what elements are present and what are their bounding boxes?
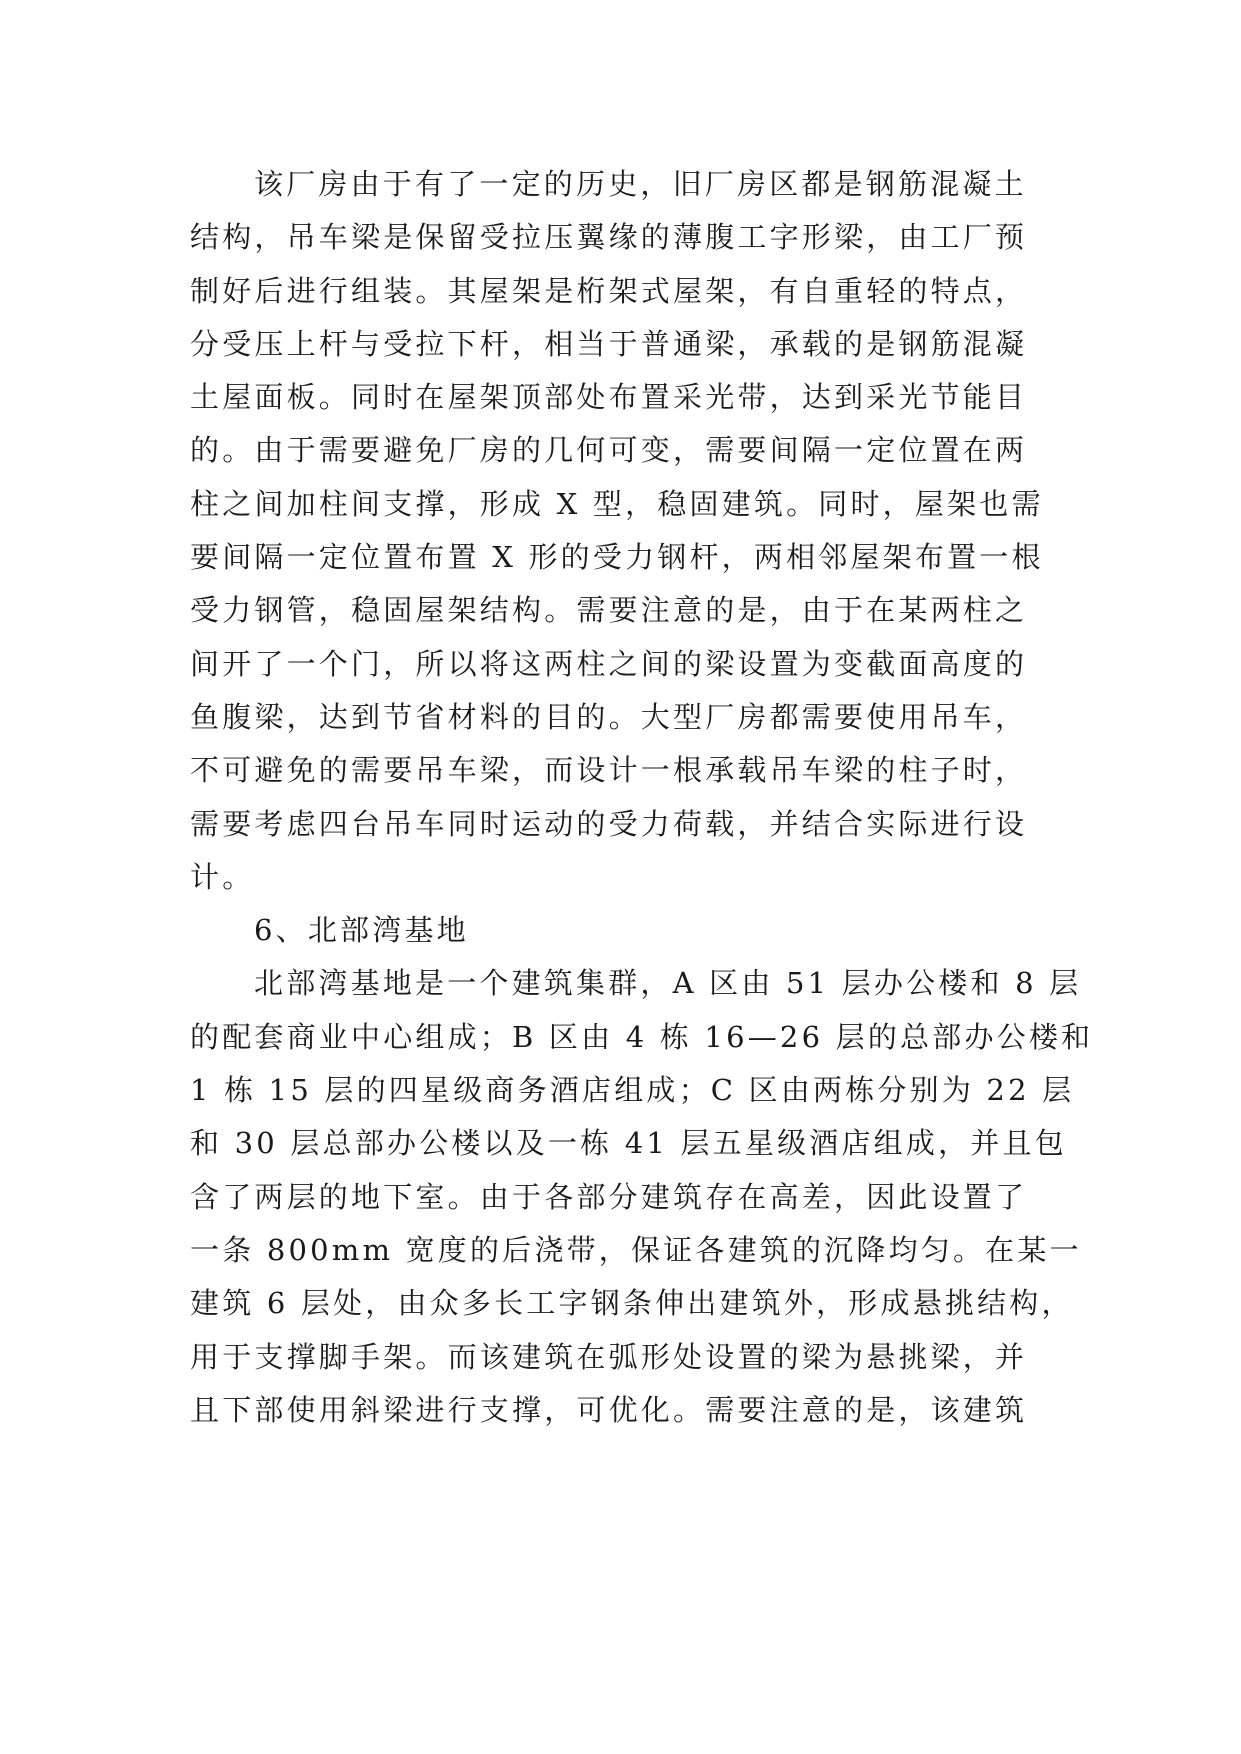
text-line: 受力钢管，稳固屋架结构。需要注意的是，由于在某两柱之 — [190, 593, 1028, 628]
text-line: 分受压上杆与受拉下杆，相当于普通梁，承载的是钢筋混凝 — [190, 326, 1028, 361]
text-line: 和 30 层总部办公楼以及一栋 41 层五星级酒店组成，并且包 — [190, 1126, 1067, 1161]
text-line: 该厂房由于有了一定的历史，旧厂房区都是钢筋混凝土 — [254, 167, 1027, 201]
text-line: 鱼腹梁，达到节省材料的目的。大型厂房都需要使用吊车， — [190, 699, 1028, 734]
text-line: 且下部使用斜梁进行支撑，可优化。需要注意的是，该建筑 — [190, 1392, 1028, 1427]
text-line: 的配套商业中心组成；B 区由 4 栋 16—26 层的总部办公楼和 — [190, 1019, 1094, 1054]
text-line: 柱之间加柱间支撑，形成 X 型，稳固建筑。同时，屋架也需 — [190, 486, 1044, 521]
text-line: 不可避免的需要吊车梁，而设计一根承载吊车梁的柱子时， — [190, 753, 1028, 788]
text-line: 北部湾基地是一个建筑集群，A 区由 51 层办公楼和 8 层 — [254, 966, 1082, 1001]
text-line: 间开了一个门，所以将这两柱之间的梁设置为变截面高度的 — [190, 646, 1028, 681]
text-line: 建筑 6 层处，由众多长工字钢条伸出建筑外，形成悬挑结构， — [190, 1286, 1074, 1321]
paragraph-2 — [190, 957, 1094, 1437]
body-text — [190, 158, 1094, 1437]
text-line: 用于支撑脚手架。而该建筑在弧形处设置的梁为悬挑梁，并 — [190, 1339, 1028, 1374]
paragraph-1 — [190, 158, 1060, 904]
text-line: 需要考虑四台吊车同时运动的受力荷载，并结合实际进行设 — [190, 806, 1028, 841]
text-line: 要间隔一定位置布置 X 形的受力钢杆，两相邻屋架布置一根 — [190, 540, 1044, 575]
text-line: 制好后进行组装。其屋架是桁架式屋架，有自重轻的特点， — [190, 273, 1028, 308]
text-line: 的。由于需要避免厂房的几何可变，需要间隔一定位置在两 — [190, 433, 1028, 468]
section-heading: 6、北部湾基地 — [254, 913, 469, 948]
text-line: 一条 800mm 宽度的后浇带，保证各建筑的沉降均匀。在某一 — [190, 1232, 1082, 1267]
text-line: 土屋面板。同时在屋架顶部处布置采光带，达到采光节能目 — [190, 380, 1028, 415]
text-line: 计。 — [190, 859, 255, 894]
text-line: 含了两层的地下室。由于各部分建筑存在高差，因此设置了 — [190, 1179, 1028, 1214]
text-line: 1 栋 15 层的四星级商务酒店组成；C 区由两栋分别为 22 层 — [190, 1073, 1075, 1108]
text-line: 结构，吊车梁是保留受拉压翼缘的薄腹工字形梁，由工厂预 — [190, 220, 1028, 255]
